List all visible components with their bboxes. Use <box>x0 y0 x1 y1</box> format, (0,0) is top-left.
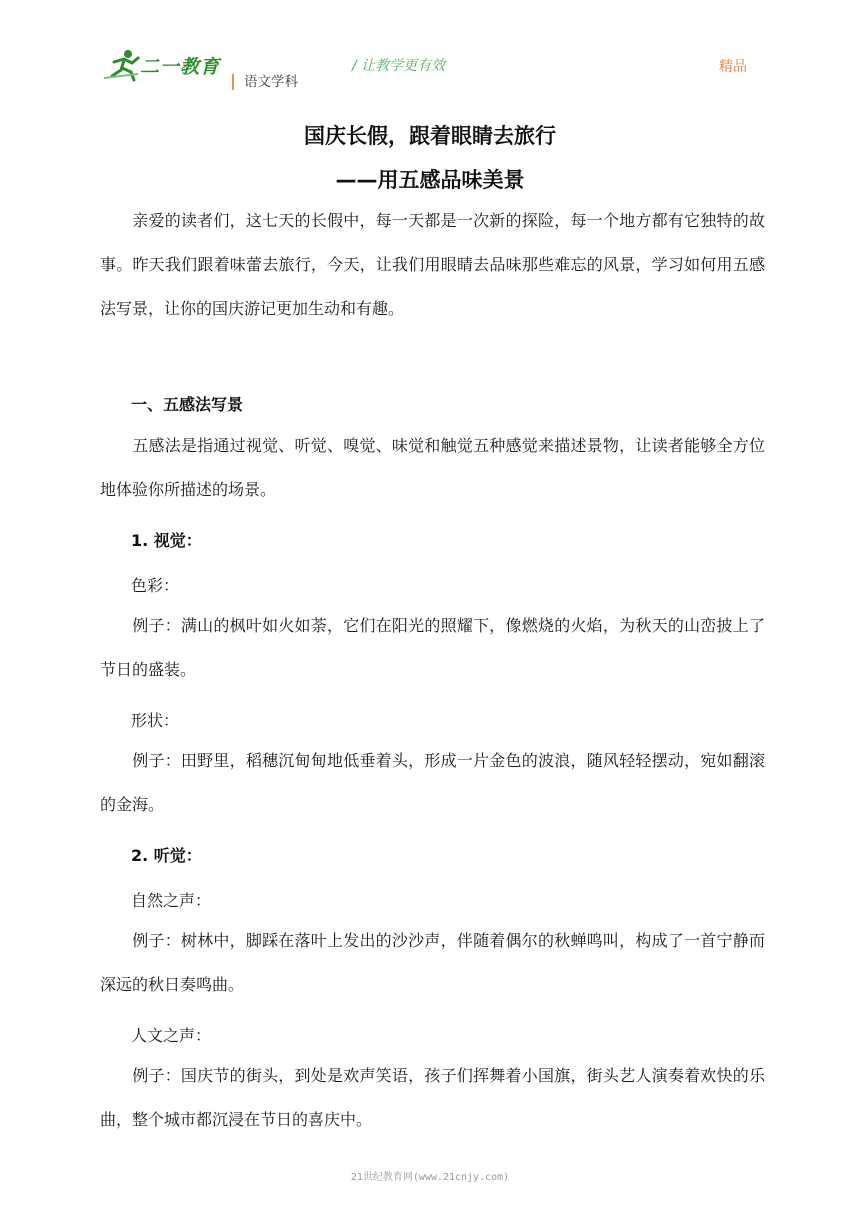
page-header <box>0 0 860 100</box>
section-description-text: 五感法是指通过视觉、听觉、嗅觉、味觉和触觉五种感觉来描述景物，让读者能够全方位地体验你所描述的场景。 <box>100 436 765 499</box>
nature-sound-example-text: 例子：树林中，脚踩在落叶上发出的沙沙声，伴随着偶尔的秋蝉鸣叫，构成了一首宁静而深远的秋日奏鸣曲。 <box>100 931 765 994</box>
sight-heading: 1. 视觉： <box>131 531 202 550</box>
nature-sound-label: 自然之声： <box>131 891 212 910</box>
section-description <box>100 424 765 512</box>
shape-example <box>100 739 765 827</box>
section-heading: 一、五感法写景 <box>131 395 244 414</box>
color-label: 色彩： <box>131 576 180 595</box>
page-title: 国庆长假，跟着眼睛去旅行 <box>304 124 556 148</box>
shape-label: 形状： <box>131 711 180 730</box>
human-sound-example-text: 例子：国庆节的街头，到处是欢声笑语，孩子们挥舞着小国旗，街头艺人演奏着欢快的乐曲，整个城市都沉浸在节日的喜庆中。 <box>100 1066 765 1129</box>
human-sound-example <box>100 1054 765 1142</box>
intro-text: 亲爱的读者们，这七天的长假中，每一天都是一次新的探险，每一个地方都有它独特的故事。昨天我们跟着味蕾去旅行，今天，让我们用眼睛去品味那些难忘的风景，学习如何用五感法写景，让你的国庆游记更加生动和有趣。 <box>100 211 765 318</box>
subject-label: 语文学科 <box>232 74 298 90</box>
page-footer: 21世纪教育网(www.21cnjy.com) <box>350 1172 510 1183</box>
brand-name: 二一教育 <box>140 56 221 78</box>
intro-paragraph <box>100 199 765 331</box>
shape-example-text: 例子：田野里，稻穗沉甸甸地低垂着头，形成一片金色的波浪，随风轻轻摆动，宛如翻滚的金海。 <box>100 751 765 814</box>
color-example-text: 例子：满山的枫叶如火如荼，它们在阳光的照耀下，像燃烧的火焰，为秋天的山峦披上了节日的盛装。 <box>100 616 765 679</box>
color-example <box>100 604 765 692</box>
quality-tag: 精品 <box>719 59 747 75</box>
slogan: / 让教学更有效 <box>352 58 446 74</box>
nature-sound-example <box>100 919 765 1007</box>
hearing-heading: 2. 听觉： <box>131 846 202 865</box>
page-subtitle: ——用五感品味美景 <box>335 168 525 192</box>
human-sound-label: 人文之声： <box>131 1026 212 1045</box>
